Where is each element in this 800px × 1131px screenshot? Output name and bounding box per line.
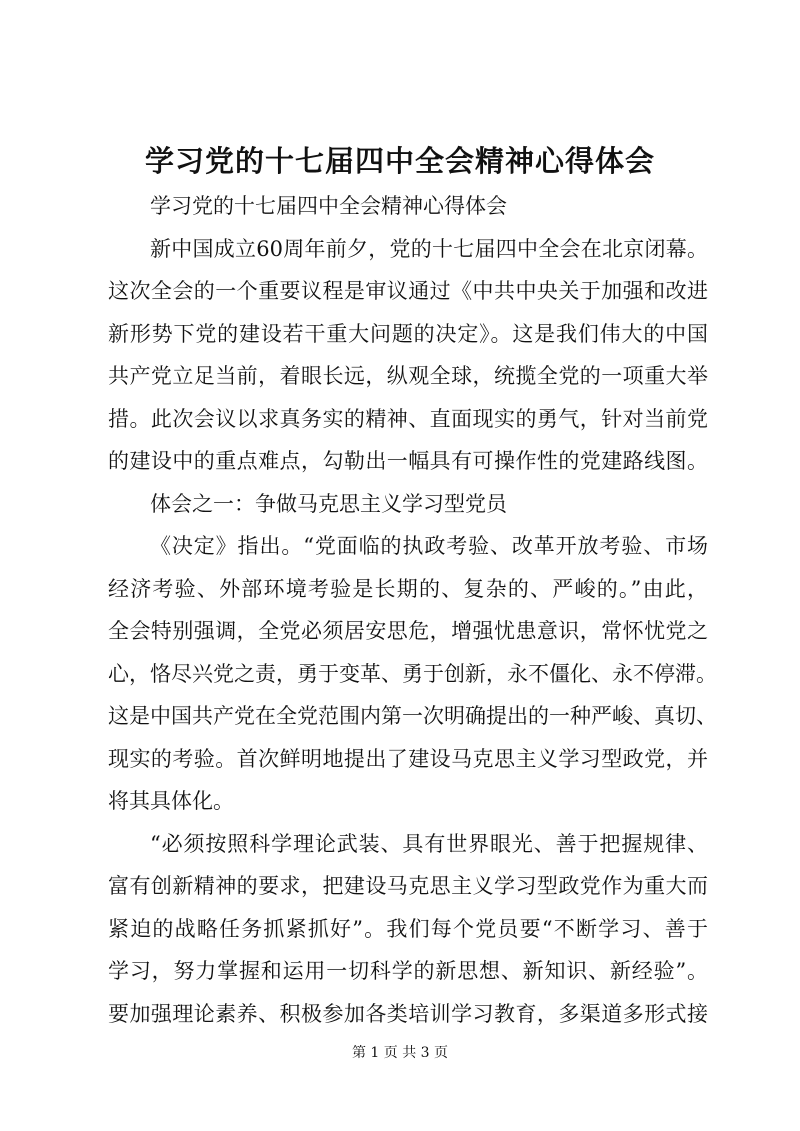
paragraph-line: 新形势下党的建设若干重大问题的决定》。这是我们伟大的中国 [108,321,708,346]
document-title: 学习党的十七届四中全会精神心得体会 [144,144,655,178]
paragraph-line: 要加强理论素养、积极参加各类培训学习教育，多渠道多形式接 [108,1001,708,1026]
paragraph-line: 措。此次会议以求真务实的精神、直面现实的勇气，针对当前党 [108,406,708,431]
paragraph-line: 心，恪尽兴党之责，勇于变革、勇于创新，永不僵化、永不停滞。 [108,661,717,686]
paragraph-line: 新中国成立60周年前夕，党的十七届四中全会在北京闭幕。 [150,236,708,261]
paragraph-line: 这是中国共产党在全党范围内第一次明确提出的一种严峻、真切、 [108,704,717,728]
section-heading: 体会之一：争做马克思主义学习型党员 [150,491,507,516]
paragraph-line: 《决定》指出。“党面临的执政考验、改革开放考验、市场 [150,534,708,558]
paragraph-line: 经济考验、外部环境考验是长期的、复杂的、严峻的。”由此， [108,576,708,601]
document-body [108,185,717,1035]
paragraph-line: 现实的考验。首次鲜明地提出了建设马克思主义学习型政党，并 [108,746,708,771]
paragraph-line: 紧迫的战略任务抓紧抓好”。我们每个党员要“不断学习、善于 [108,916,708,941]
paragraph-line: 这次全会的一个重要议程是审议通过《中共中央关于加强和改进 [108,279,708,303]
paragraph-line: 全会特别强调，全党必须居安思危，增强忧患意识，常怀忧党之 [108,619,708,643]
paragraph-line: 富有创新精神的要求，把建设马克思主义学习型政党作为重大而 [108,874,708,898]
paragraph-line: 学习党的十七届四中全会精神心得体会 [150,194,507,218]
paragraph-line: 的建设中的重点难点，勾勒出一幅具有可操作性的党建路线图。 [108,449,708,473]
page-footer: 第 1 页 共 3 页 [351,1045,449,1061]
paragraph-line: 学习，努力掌握和运用一切科学的新思想、新知识、新经验”。 [108,959,708,983]
paragraph-line: “必须按照科学理论武装、具有世界眼光、善于把握规律、 [150,831,708,856]
paragraph-line: 共产党立足当前，着眼长远，纵观全球，统揽全党的一项重大举 [108,364,708,388]
paragraph-line: 将其具体化。 [108,789,234,813]
